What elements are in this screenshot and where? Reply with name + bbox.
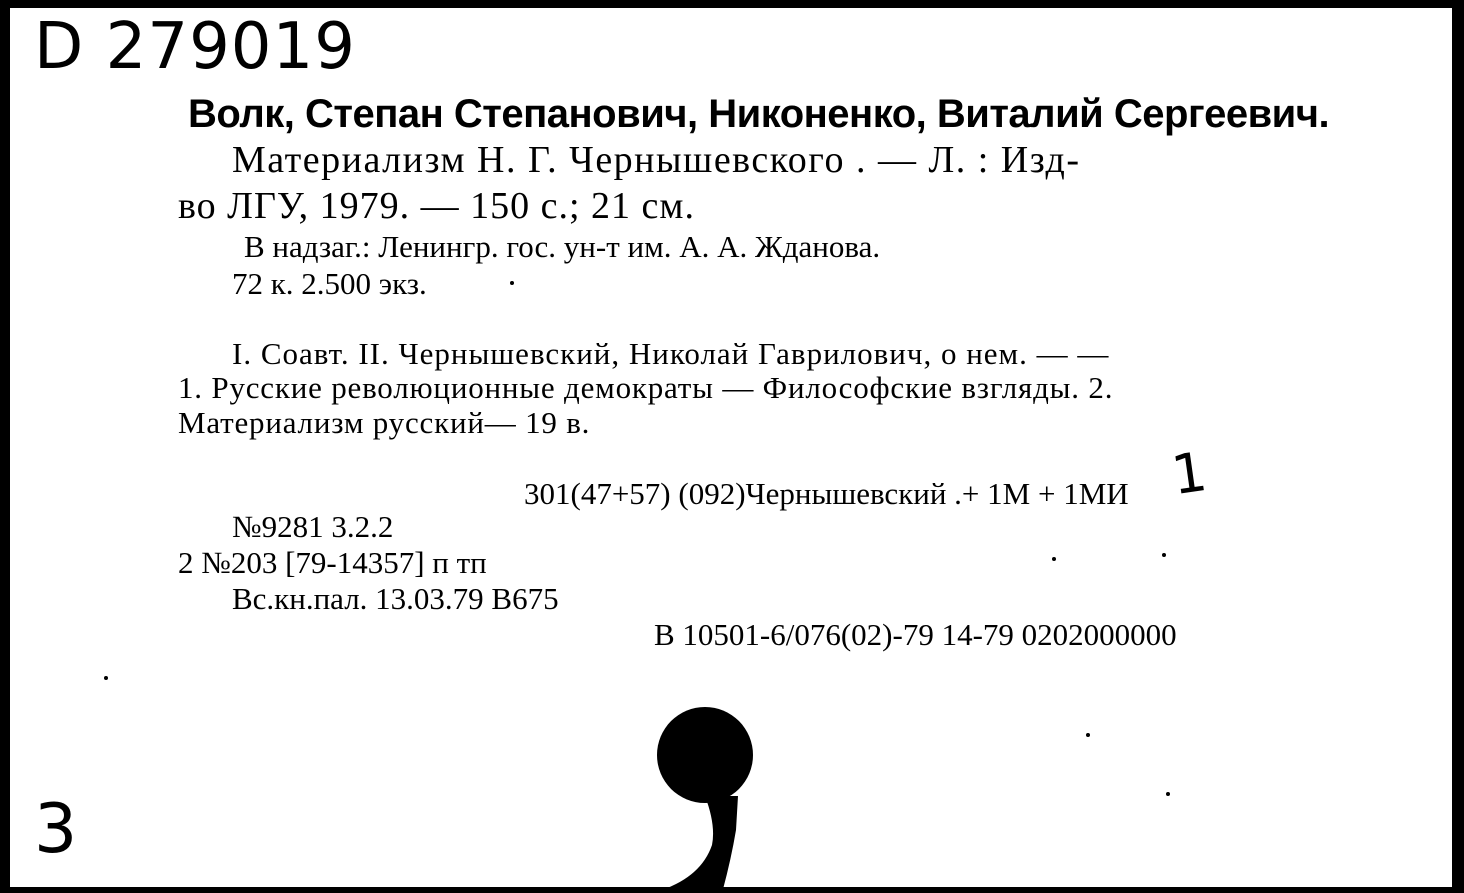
handwritten-corner-mark: 3	[34, 790, 78, 869]
handwritten-shelf-note: 1	[1167, 439, 1211, 508]
scan-speck	[1162, 553, 1166, 557]
subject-line-1: I. Соавт. II. Чернышевский, Николай Гаврилович, о нем. — —	[232, 336, 1110, 371]
registration-line-3: Вс.кн.пал. 13.03.79 В675	[232, 581, 559, 616]
note-line-1: В надзаг.: Ленингр. гос. ун-т им. А. А. Жданова.	[244, 229, 881, 264]
subject-line-2: 1. Русские революционные демократы — Философские взгляды. 2.	[178, 370, 1114, 405]
handwritten-accession-number: D 279019	[34, 10, 356, 84]
scan-speck	[1086, 733, 1090, 737]
title-line-1: Материализм Н. Г. Чернышевского . — Л. : Изд-	[232, 139, 1081, 181]
subject-line-3: Материализм русский— 19 в.	[178, 405, 591, 440]
publication-code: В 10501-6/076(02)-79 14-79 0202000000	[654, 617, 1177, 652]
title-line-2: во ЛГУ, 1979. — 150 с.; 21 см.	[178, 185, 695, 227]
registration-line-2: 2 №203 [79-14357] п тп	[178, 545, 487, 580]
authors-heading: Волк, Степан Степанович, Никоненко, Виталий Сергеевич.	[188, 92, 1330, 136]
classification-index: 301(47+57) (092)Чернышевский .+ 1М + 1МИ	[524, 476, 1129, 511]
scan-speck	[510, 281, 514, 285]
price-and-print-run: 72 к. 2.500 экз.	[232, 266, 427, 301]
scan-speck	[1166, 792, 1170, 796]
scan-speck	[1052, 557, 1056, 561]
registration-line-1: №9281 3.2.2	[232, 509, 394, 544]
scan-speck	[104, 676, 108, 680]
